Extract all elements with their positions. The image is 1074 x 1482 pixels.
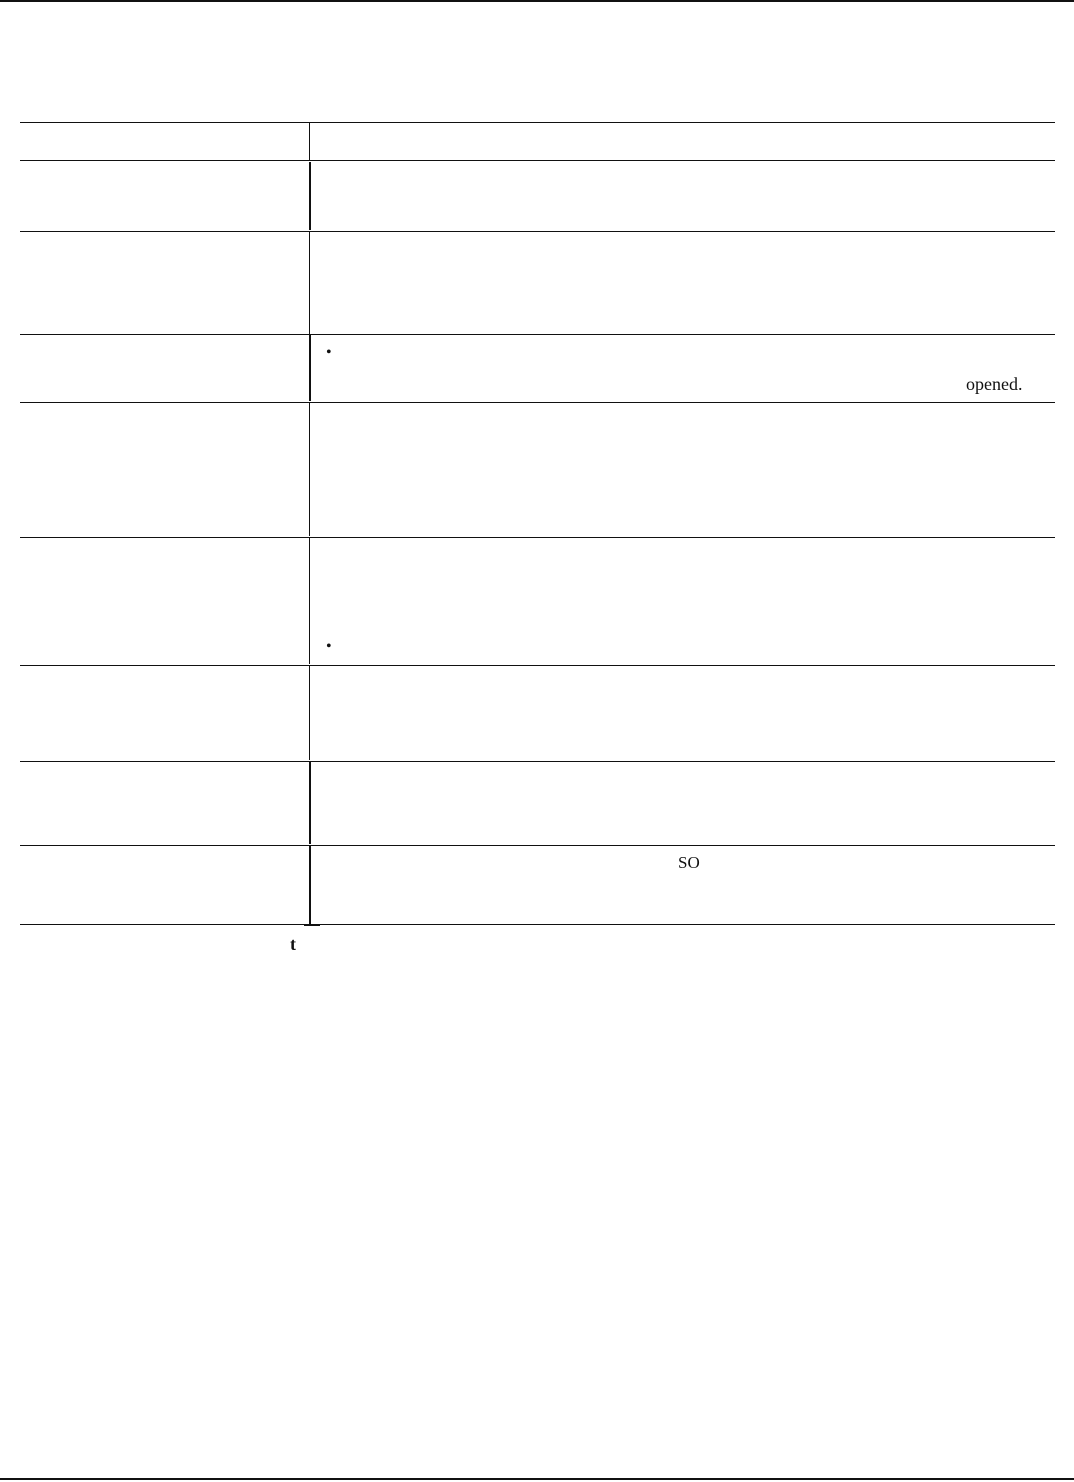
table-bottom-border <box>20 924 1055 925</box>
column-divider-row-3 <box>309 335 311 401</box>
page-bottom-rule <box>0 1478 1074 1480</box>
column-divider-row-6 <box>309 666 310 760</box>
column-divider-header <box>309 122 310 160</box>
text-fragment-so: SO <box>678 853 700 872</box>
bullet-row-3: • <box>326 344 332 361</box>
column-divider-row-8 <box>309 846 311 924</box>
row-separator-3 <box>20 402 1055 403</box>
column-divider-row-4 <box>309 403 310 536</box>
text-fragment-opened: opened. <box>966 374 1023 394</box>
text-fragment-t: t <box>290 934 296 954</box>
table-header-divider <box>20 160 1055 161</box>
row-separator-6 <box>20 761 1055 762</box>
row-separator-5 <box>20 665 1055 666</box>
row-separator-1 <box>20 231 1055 232</box>
column-divider-row-1 <box>309 162 311 230</box>
row-separator-4 <box>20 537 1055 538</box>
column-divider-row-2 <box>309 232 310 334</box>
divider-foot-tick <box>304 924 320 926</box>
column-divider-row-5 <box>309 538 310 664</box>
row-separator-7 <box>20 845 1055 846</box>
row-separator-2 <box>20 334 1055 335</box>
table-top-border <box>20 122 1055 123</box>
column-divider-row-7 <box>309 762 311 844</box>
bullet-row-5: • <box>326 638 332 655</box>
